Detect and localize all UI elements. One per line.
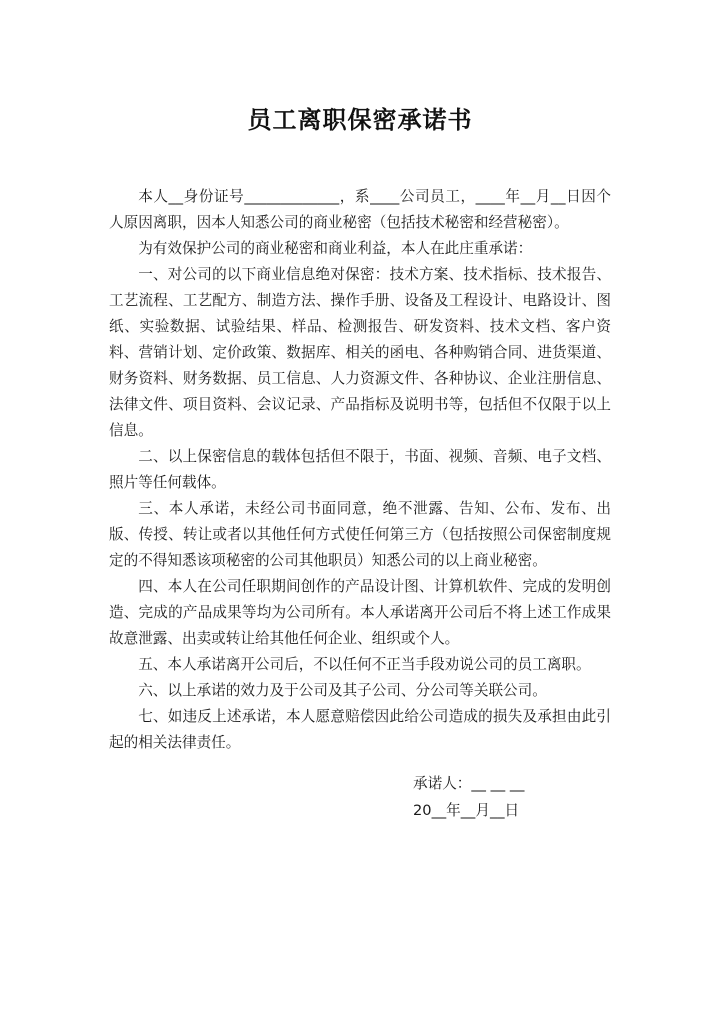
date-line: 20__年__月__日: [413, 802, 520, 819]
paragraph-pledge-lead: 为有效保护公司的商业秘密和商业利益，本人在此庄重承诺：: [138, 240, 533, 257]
paragraph-clause-5: 五、本人承诺离开公司后，不以任何不正当手段劝说公司的员工离职。: [138, 656, 591, 673]
signer-line: 承诺人：__ __ __: [413, 775, 525, 792]
paragraph-clause-7: 七、如违反上述承诺，本人愿意赔偿因此给公司造成的损失及承担由此引起的相关法律责任。: [109, 708, 611, 751]
paragraph-clause-2: 二、以上保密信息的载体包括但不限于，书面、视频、音频、电子文档、照片等任何载体。: [109, 448, 611, 491]
paragraph-clause-3: 三、本人承诺，未经公司书面同意，绝不泄露、告知、公布、发布、出版、传授、转让或者以其他任何方式使任何第三方（包括按照公司保密制度规定的不得知悉该项秘密的公司其他职员）知悉公司的以上商业秘密。: [109, 500, 611, 569]
signature-block: [413, 770, 524, 824]
document-body: [109, 184, 611, 756]
paragraph-intro: 本人__身份证号_____________，系____公司员工，____年__月__日因个人原因离职，因本人知悉公司的商业秘密（包括技术秘密和经营秘密）。: [109, 188, 611, 231]
document-title: 员工离职保密承诺书: [247, 106, 473, 134]
paragraph-clause-1: 一、对公司的以下商业信息绝对保密：技术方案、技术指标、技术报告、工艺流程、工艺配方、制造方法、操作手册、设备及工程设计、电路设计、图纸、实验数据、试验结果、样品、检测报告、研发资料、技术文档、客户资料、营销计划、定价政策、数据库、相关的函电、各种购销合同、进货渠道、财务资料、财务数据、员工信息、人力资源文件、各种协议、企业注册信息、法律文件、项目资料、会议记录、产品指标及说明书等，包括但不仅限于以上信息。: [109, 266, 611, 439]
paragraph-clause-6: 六、以上承诺的效力及于公司及其子公司、分公司等关联公司。: [138, 682, 547, 699]
paragraph-clause-4: 四、本人在公司任职期间创作的产品设计图、计算机软件、完成的发明创造、完成的产品成果等均为公司所有。本人承诺离开公司后不将上述工作成果故意泄露、出卖或转让给其他任何企业、组织或个人。: [109, 578, 611, 647]
